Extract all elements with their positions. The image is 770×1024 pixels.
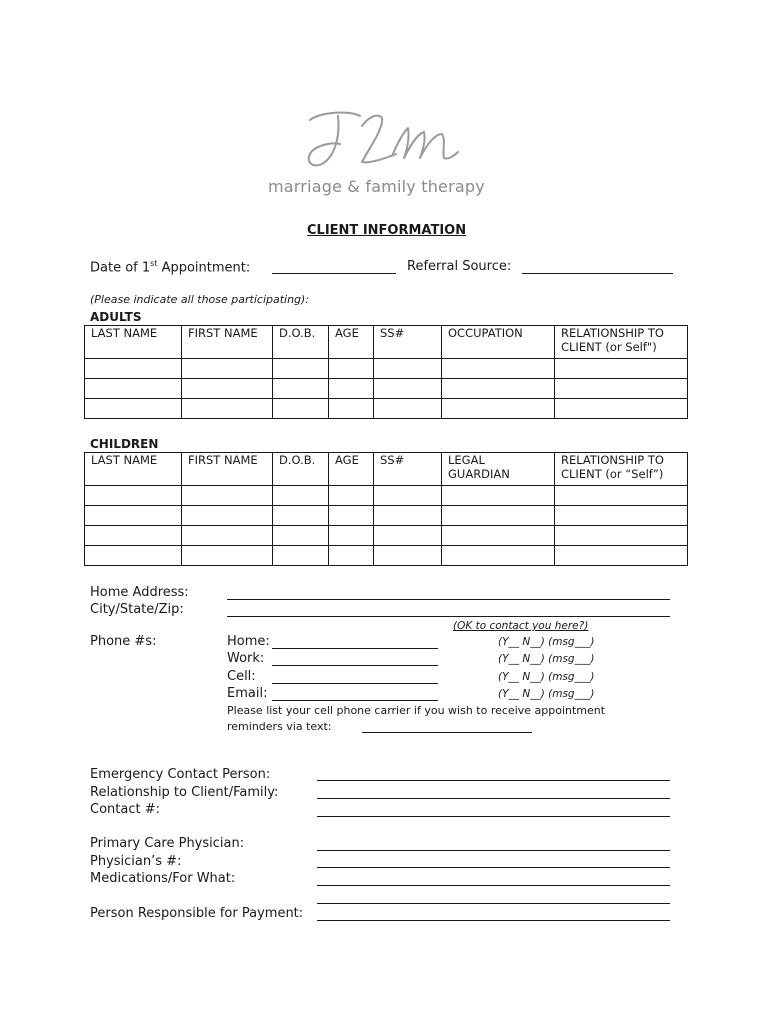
table-cell[interactable] bbox=[329, 546, 374, 566]
table-cell[interactable] bbox=[555, 486, 688, 506]
table-cell[interactable] bbox=[182, 526, 273, 546]
table-row bbox=[85, 359, 688, 379]
appointment-label bbox=[90, 259, 250, 275]
table-cell[interactable] bbox=[555, 379, 688, 399]
table-cell[interactable] bbox=[273, 379, 329, 399]
home-address-label: Home Address: bbox=[90, 585, 189, 600]
table-cell[interactable] bbox=[442, 526, 555, 546]
table-cell[interactable] bbox=[85, 526, 182, 546]
table-cell[interactable] bbox=[85, 359, 182, 379]
carrier-note-line2: reminders via text: bbox=[227, 720, 332, 733]
table-row bbox=[85, 526, 688, 546]
email-label: Email: bbox=[227, 686, 268, 701]
table-cell[interactable] bbox=[555, 546, 688, 566]
payment-responsible-label: Person Responsible for Payment: bbox=[90, 906, 304, 921]
table-cell[interactable] bbox=[374, 359, 442, 379]
table-cell[interactable] bbox=[555, 506, 688, 526]
table-cell[interactable] bbox=[85, 399, 182, 419]
table-cell[interactable] bbox=[182, 359, 273, 379]
phone-work-label: Work: bbox=[227, 651, 265, 666]
phone-cell-field[interactable] bbox=[272, 683, 438, 684]
adults-header-row bbox=[85, 326, 688, 359]
col-relationship: RELATIONSHIP TO CLIENT (or “Self”) bbox=[555, 453, 688, 486]
phone-home-label: Home: bbox=[227, 634, 270, 649]
col-last-name: LAST NAME bbox=[85, 326, 182, 359]
contact-number-field[interactable] bbox=[317, 816, 670, 817]
col-dob: D.O.B. bbox=[273, 326, 329, 359]
table-row bbox=[85, 399, 688, 419]
col-first-name: FIRST NAME bbox=[182, 453, 273, 486]
table-cell[interactable] bbox=[374, 506, 442, 526]
adults-heading: ADULTS bbox=[90, 310, 142, 324]
jlm-logo-icon bbox=[300, 106, 470, 174]
physician-number-field[interactable] bbox=[317, 867, 670, 868]
appointment-label-suffix: Appointment: bbox=[157, 260, 251, 276]
participating-note: (Please indicate all those participating): bbox=[90, 293, 310, 306]
medications-field-2[interactable] bbox=[317, 903, 670, 904]
phone-work-field[interactable] bbox=[272, 665, 438, 666]
col-relationship: RELATIONSHIP TO CLIENT (or Self") bbox=[555, 326, 688, 359]
table-cell[interactable] bbox=[442, 359, 555, 379]
table-cell[interactable] bbox=[329, 399, 374, 419]
physician-number-label: Physician’s #: bbox=[90, 854, 182, 869]
table-cell[interactable] bbox=[273, 399, 329, 419]
table-cell[interactable] bbox=[182, 486, 273, 506]
emergency-contact-label: Emergency Contact Person: bbox=[90, 767, 271, 782]
col-dob: D.O.B. bbox=[273, 453, 329, 486]
col-age: AGE bbox=[329, 326, 374, 359]
relationship-label: Relationship to Client/Family: bbox=[90, 785, 279, 800]
city-state-zip-label: City/State/Zip: bbox=[90, 602, 184, 617]
logo-subtitle: marriage & family therapy bbox=[268, 177, 485, 196]
phones-label: Phone #s: bbox=[90, 634, 157, 649]
table-cell[interactable] bbox=[374, 526, 442, 546]
children-header-row bbox=[85, 453, 688, 486]
table-cell[interactable] bbox=[85, 379, 182, 399]
email-ok[interactable]: (Y__ N__) (msg___) bbox=[498, 688, 595, 700]
city-state-zip-field[interactable] bbox=[227, 616, 670, 617]
col-legal-guardian: LEGAL GUARDIAN bbox=[442, 453, 555, 486]
table-cell[interactable] bbox=[182, 546, 273, 566]
contact-ok-note: (OK to contact you here?) bbox=[453, 620, 589, 632]
table-cell[interactable] bbox=[273, 546, 329, 566]
table-cell[interactable] bbox=[555, 359, 688, 379]
cell-carrier-field[interactable] bbox=[362, 732, 532, 733]
table-cell[interactable] bbox=[442, 379, 555, 399]
email-field[interactable] bbox=[272, 700, 438, 701]
col-first-name: FIRST NAME bbox=[182, 326, 273, 359]
table-row bbox=[85, 546, 688, 566]
physician-field[interactable] bbox=[317, 850, 670, 851]
adults-table bbox=[84, 325, 688, 419]
contact-number-label: Contact #: bbox=[90, 802, 160, 817]
payment-responsible-field[interactable] bbox=[317, 920, 670, 921]
col-ss: SS# bbox=[374, 453, 442, 486]
col-last-name: LAST NAME bbox=[85, 453, 182, 486]
table-cell[interactable] bbox=[182, 506, 273, 526]
medications-field[interactable] bbox=[317, 885, 670, 886]
table-cell[interactable] bbox=[555, 526, 688, 546]
table-cell[interactable] bbox=[374, 546, 442, 566]
phone-cell-label: Cell: bbox=[227, 669, 256, 684]
appointment-date-field[interactable] bbox=[272, 273, 396, 274]
table-cell[interactable] bbox=[85, 486, 182, 506]
table-cell[interactable] bbox=[85, 546, 182, 566]
children-table bbox=[84, 452, 688, 566]
table-cell[interactable] bbox=[329, 379, 374, 399]
table-cell[interactable] bbox=[555, 399, 688, 419]
table-cell[interactable] bbox=[374, 486, 442, 506]
table-cell[interactable] bbox=[273, 526, 329, 546]
table-cell[interactable] bbox=[182, 379, 273, 399]
table-cell[interactable] bbox=[85, 506, 182, 526]
appointment-label-prefix: Date of 1 bbox=[90, 260, 151, 276]
table-cell[interactable] bbox=[442, 546, 555, 566]
col-occupation: OCCUPATION bbox=[442, 326, 555, 359]
table-row bbox=[85, 486, 688, 506]
table-cell[interactable] bbox=[182, 399, 273, 419]
table-cell[interactable] bbox=[329, 359, 374, 379]
home-address-field[interactable] bbox=[227, 599, 670, 600]
table-cell[interactable] bbox=[374, 399, 442, 419]
table-cell[interactable] bbox=[329, 526, 374, 546]
carrier-note-line1: Please list your cell phone carrier if you wish to receive appointment bbox=[227, 704, 606, 717]
table-row bbox=[85, 379, 688, 399]
col-ss: SS# bbox=[374, 326, 442, 359]
referral-source-field[interactable] bbox=[522, 273, 673, 274]
table-cell[interactable] bbox=[273, 359, 329, 379]
table-cell[interactable] bbox=[329, 506, 374, 526]
table-cell[interactable] bbox=[374, 379, 442, 399]
table-cell[interactable] bbox=[329, 486, 374, 506]
referral-source-label: Referral Source: bbox=[407, 259, 512, 274]
phone-home-ok[interactable]: (Y__ N__) (msg___) bbox=[498, 636, 595, 648]
table-cell[interactable] bbox=[273, 506, 329, 526]
table-cell[interactable] bbox=[442, 399, 555, 419]
phone-work-ok[interactable]: (Y__ N__) (msg___) bbox=[498, 653, 595, 665]
children-heading: CHILDREN bbox=[90, 437, 159, 451]
col-age: AGE bbox=[329, 453, 374, 486]
appointment-label-sup: st bbox=[150, 259, 158, 268]
phone-home-field[interactable] bbox=[272, 648, 438, 649]
emergency-contact-field[interactable] bbox=[317, 780, 670, 781]
form-title: CLIENT INFORMATION bbox=[307, 223, 467, 238]
phone-cell-ok[interactable]: (Y__ N__) (msg___) bbox=[498, 671, 595, 683]
medications-label: Medications/For What: bbox=[90, 871, 236, 886]
table-cell[interactable] bbox=[442, 486, 555, 506]
physician-label: Primary Care Physician: bbox=[90, 836, 245, 851]
table-cell[interactable] bbox=[273, 486, 329, 506]
table-row bbox=[85, 506, 688, 526]
relationship-field[interactable] bbox=[317, 798, 670, 799]
table-cell[interactable] bbox=[442, 506, 555, 526]
